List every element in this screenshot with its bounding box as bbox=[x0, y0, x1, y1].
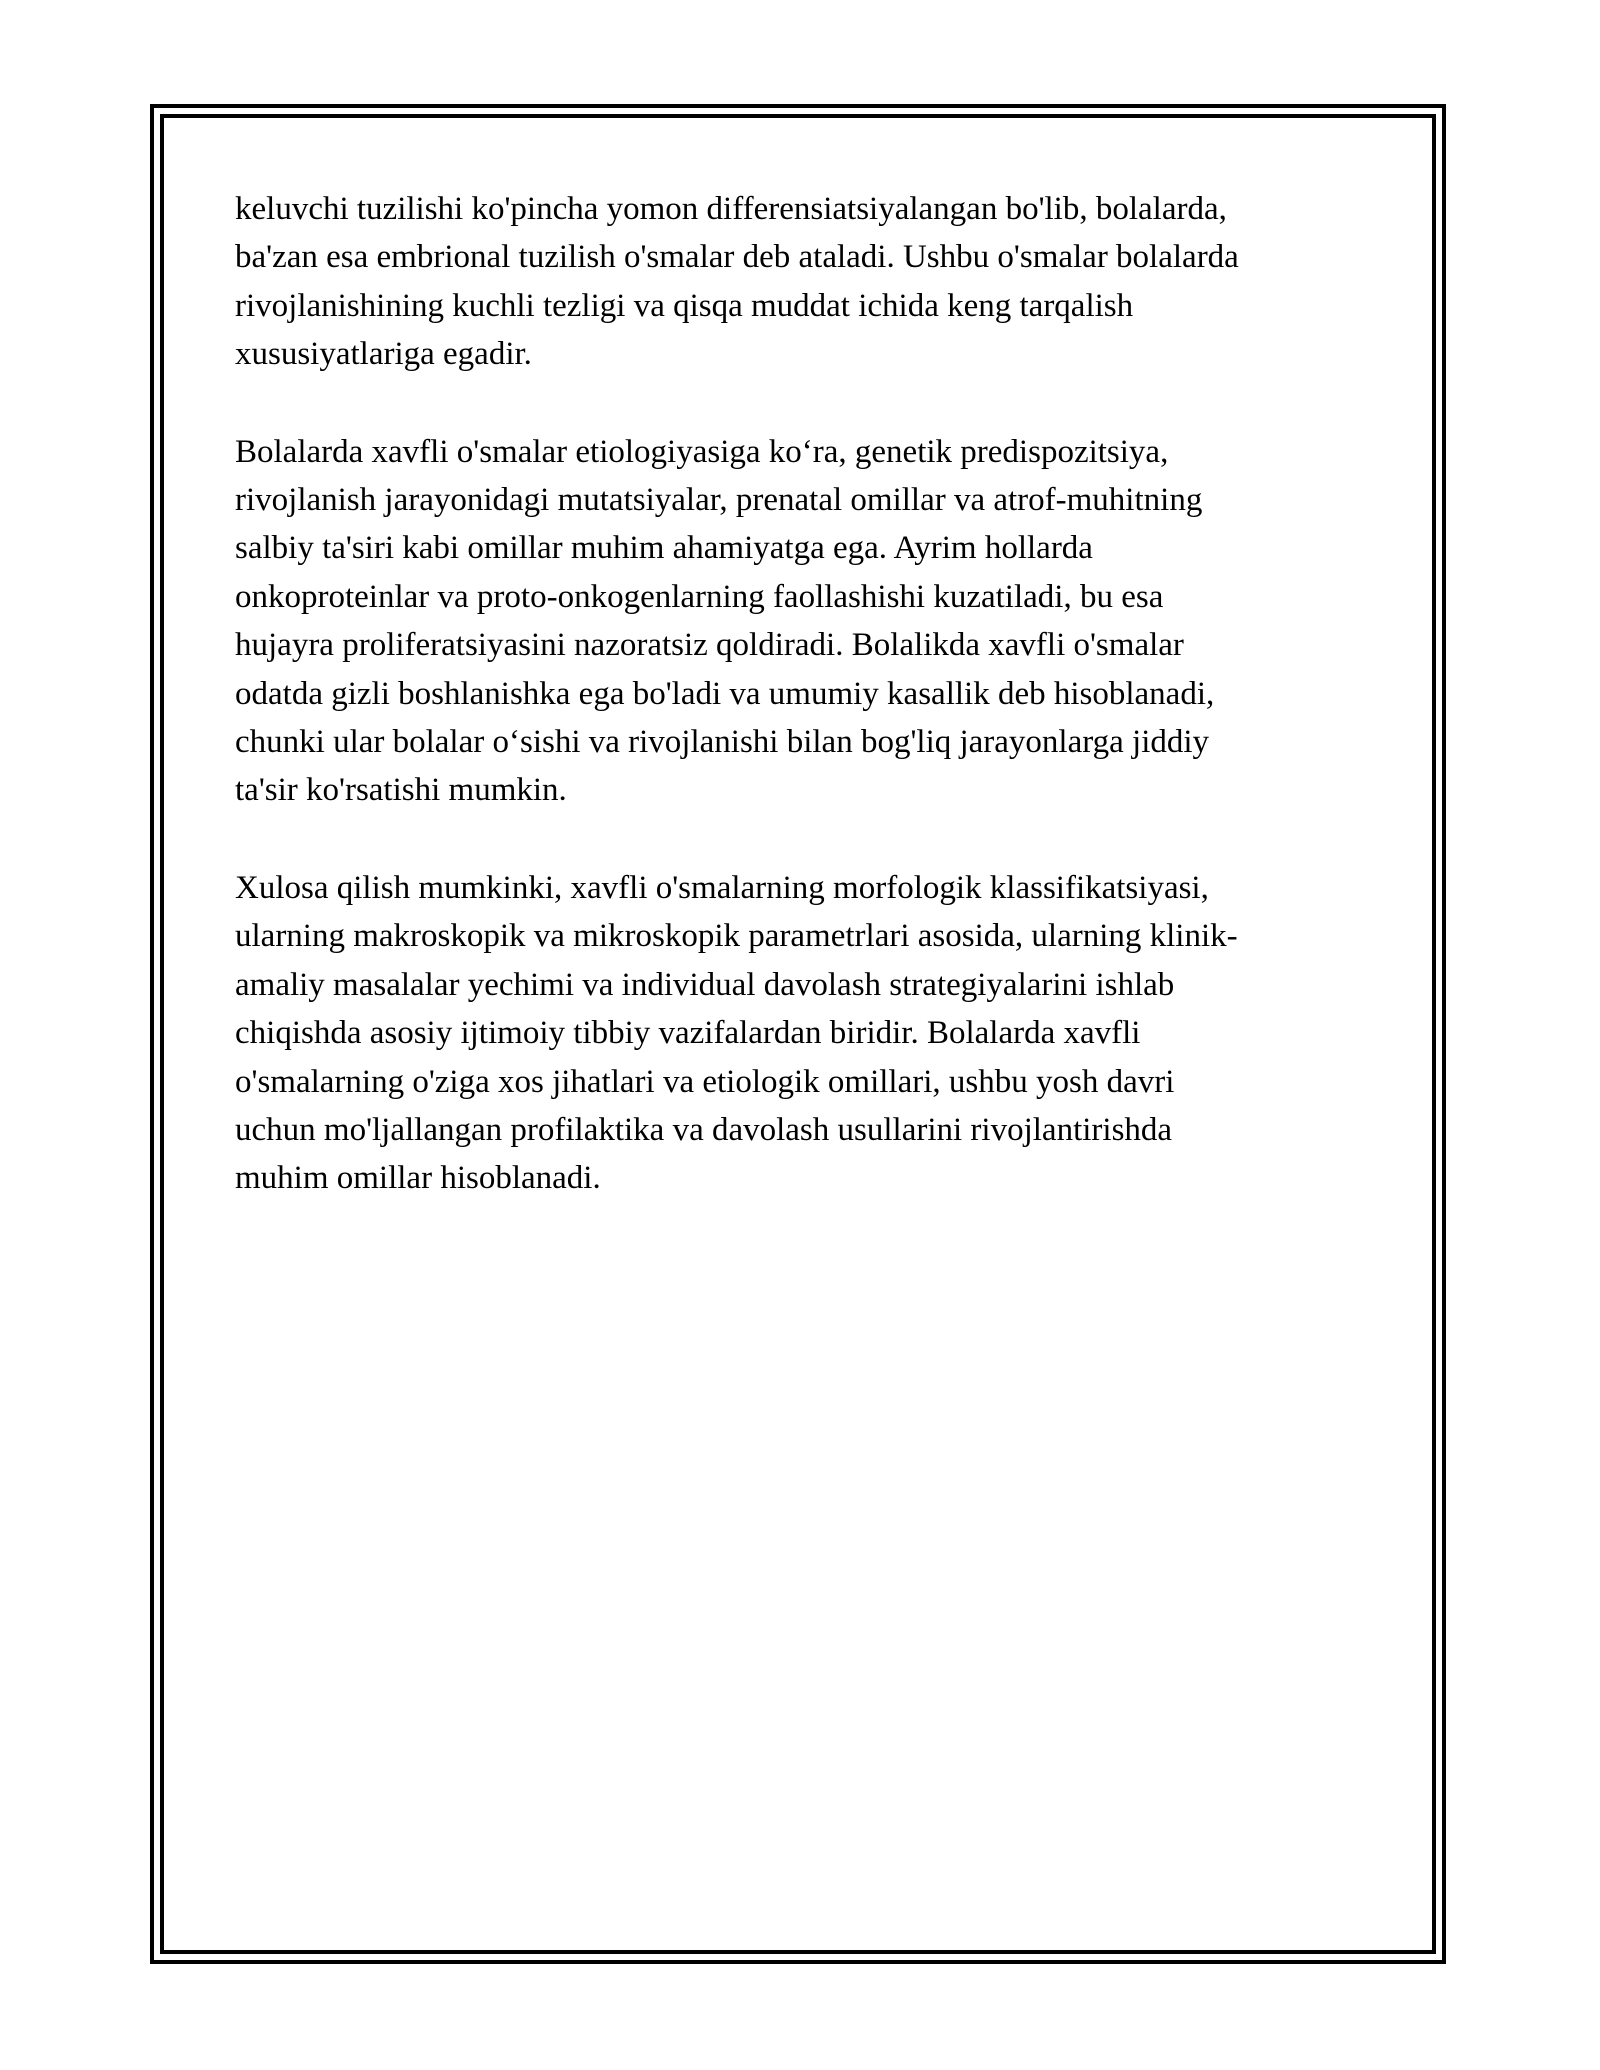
paragraph-3: Xulosa qilish mumkinki, xavfli o'smalarning morfologik klassifikatsiyasi, ularning makroskopik va mikroskopik parametrlari asosida, ularning klinik- amaliy masalalar yechimi va individual davolash strategiyalarini ishlab chiqishda asosiy ijtimoiy tibbiy vazifalardan biridir. Bolalarda xavfli o'smalarning o'ziga xos jihatlari va etiologik omillari, ushbu yosh davri uchun mo'ljallangan profilaktika va davolash usullarini rivojlantirishda muhim omillar hisoblanadi. bbox=[235, 869, 1238, 1197]
paragraph-2: Bolalarda xavfli o'smalar etiologiyasiga koʻra, genetik predispozitsiya, rivojlanish jarayonidagi mutatsiyalar, prenatal omillar va atrof-muhitning salbiy ta'siri kabi omillar muhim ahamiyatga ega. Ayrim hollarda onkoproteinlar va proto-onkogenlarning faollashishi kuzatiladi, bu esa hujayra proliferatsiyasini nazoratsiz qoldiradi. Bolalikda xavfli o'smalar odatda gizli boshlanishka ega bo'ladi va umumiy kasallik deb hisoblanadi, chunki ular bolalar oʻsishi va rivojlanishi bilan bog'liq jarayonlarga jiddiy ta'sir ko'rsatishi mumkin. bbox=[235, 433, 1215, 809]
paragraph-1: keluvchi tuzilishi ko'pincha yomon differensiatsiyalangan bo'lib, bolalarda, ba'zan esa embrional tuzilish o'smalar deb ataladi. Ushbu o'smalar bolalarda rivojlanishining kuchli tezligi va qisqa muddat ichida keng tarqalish xususiyatlariga egadir. bbox=[235, 191, 1239, 373]
page-body bbox=[235, 185, 1360, 1252]
